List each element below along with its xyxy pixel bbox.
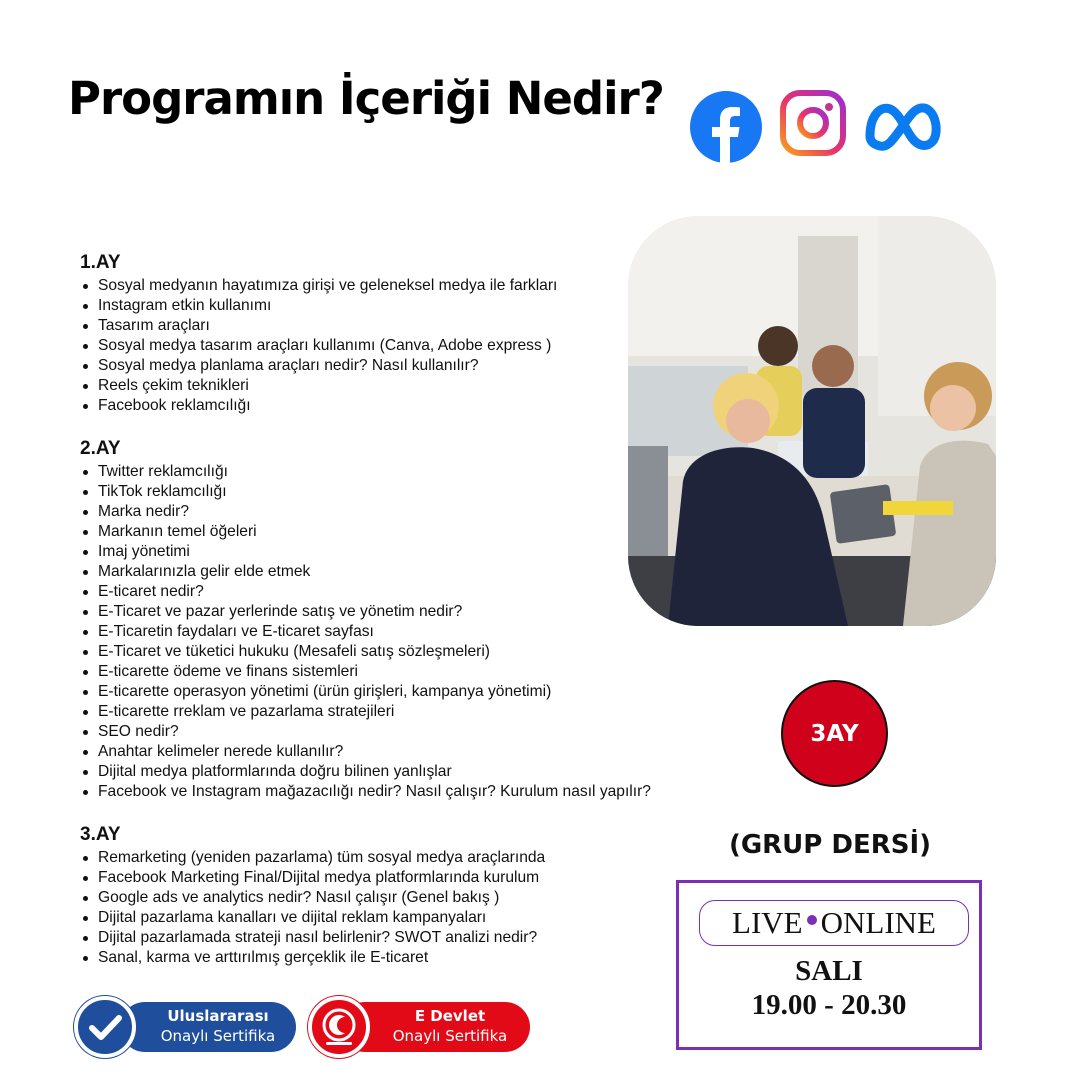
list-item: Dijital pazarlama kanalları ve dijital reklam kampanyaları [80, 908, 720, 928]
international-certificate-badge [120, 1002, 296, 1052]
list-item: Sosyal medya tasarım araçları kullanımı (Canva, Adobe express ) [80, 336, 720, 356]
dot-icon [807, 915, 817, 925]
list-item: E-Ticaret ve tüketici hukuku (Mesafeli satış sözleşmeleri) [80, 642, 720, 662]
session-day: SALI [795, 955, 863, 987]
list-item: Markanın temel öğeleri [80, 522, 720, 542]
list-item: Sanal, karma ve arttırılmış gerçeklik ile E-ticaret [80, 948, 720, 968]
instagram-icon [780, 90, 846, 156]
online-label: ONLINE [820, 905, 936, 940]
list-item: Imaj yönetimi [80, 542, 720, 562]
live-label: LIVE [732, 905, 803, 940]
list-item: Sosyal medya planlama araçları nedir? Nasıl kullanılır? [80, 356, 720, 376]
session-time: 19.00 - 20.30 [751, 989, 907, 1021]
certificate-1-line1: Uluslararası [167, 1007, 269, 1025]
list-item: E-Ticaret ve pazar yerlerinde satış ve yönetim nedir? [80, 602, 720, 622]
meeting-photo [628, 216, 996, 626]
live-online-badge [699, 900, 969, 946]
list-item: Twitter reklamcılığı [80, 462, 720, 482]
meta-icon [862, 96, 944, 152]
list-item: Facebook ve Instagram mağazacılığı nedir? Nasıl çalışır? Kurulum nasıl yapılır? [80, 782, 720, 802]
certificate-1-line2: Onaylı Sertifika [160, 1027, 276, 1045]
list-item: E-ticarette rreklam ve pazarlama stratejileri [80, 702, 720, 722]
list-item: Markalarınızla gelir elde etmek [80, 562, 720, 582]
certificate-2-line1: E Devlet [414, 1007, 486, 1025]
list-item: Facebook Marketing Final/Dijital medya platformlarında kurulum [80, 868, 720, 888]
list-item: SEO nedir? [80, 722, 720, 742]
list-item: Facebook reklamcılığı [80, 396, 720, 416]
checkmark-icon [74, 996, 136, 1058]
certificate-2-line2: Onaylı Sertifika [392, 1027, 508, 1045]
group-label: (GRUP DERSİ) [728, 830, 932, 860]
list-item: TikTok reklamcılığı [80, 482, 720, 502]
list-item: Tasarım araçları [80, 316, 720, 336]
list-item: Remarketing (yeniden pazarlama) tüm sosyal medya araçlarında [80, 848, 720, 868]
list-item: Reels çekim teknikleri [80, 376, 720, 396]
edevlet-logo-icon [308, 996, 370, 1058]
month-1-title: 1.AY [80, 252, 121, 273]
list-item: E-ticarette operasyon yönetimi (ürün girişleri, kampanya yönetimi) [80, 682, 720, 702]
month-3-title: 3.AY [80, 824, 121, 845]
list-item: Dijital medya platformlarında doğru bilinen yanlışlar [80, 762, 720, 782]
list-item: Anahtar kelimeler nerede kullanılır? [80, 742, 720, 762]
month-2-title: 2.AY [80, 438, 121, 459]
list-item: Dijital pazarlamada strateji nasıl belirlenir? SWOT analizi nedir? [80, 928, 720, 948]
month-3-list [80, 848, 720, 968]
program-content [80, 252, 720, 968]
list-item: E-Ticaretin faydaları ve E-ticaret sayfası [80, 622, 720, 642]
page-title: Programın İçeriği Nedir? [68, 72, 664, 125]
session-box [676, 880, 982, 1050]
month-1-list [80, 276, 720, 416]
facebook-icon [690, 90, 762, 164]
list-item: Marka nedir? [80, 502, 720, 522]
month-2-list [80, 462, 720, 802]
list-item: Instagram etkin kullanımı [80, 296, 720, 316]
list-item: E-ticarette ödeme ve finans sistemleri [80, 662, 720, 682]
list-item: Sosyal medyanın hayatımıza girişi ve geleneksel medya ile farkları [80, 276, 720, 296]
duration-badge: 3AY [781, 680, 888, 787]
list-item: E-ticaret nedir? [80, 582, 720, 602]
list-item: Google ads ve analytics nedir? Nasıl çalışır (Genel bakış ) [80, 888, 720, 908]
